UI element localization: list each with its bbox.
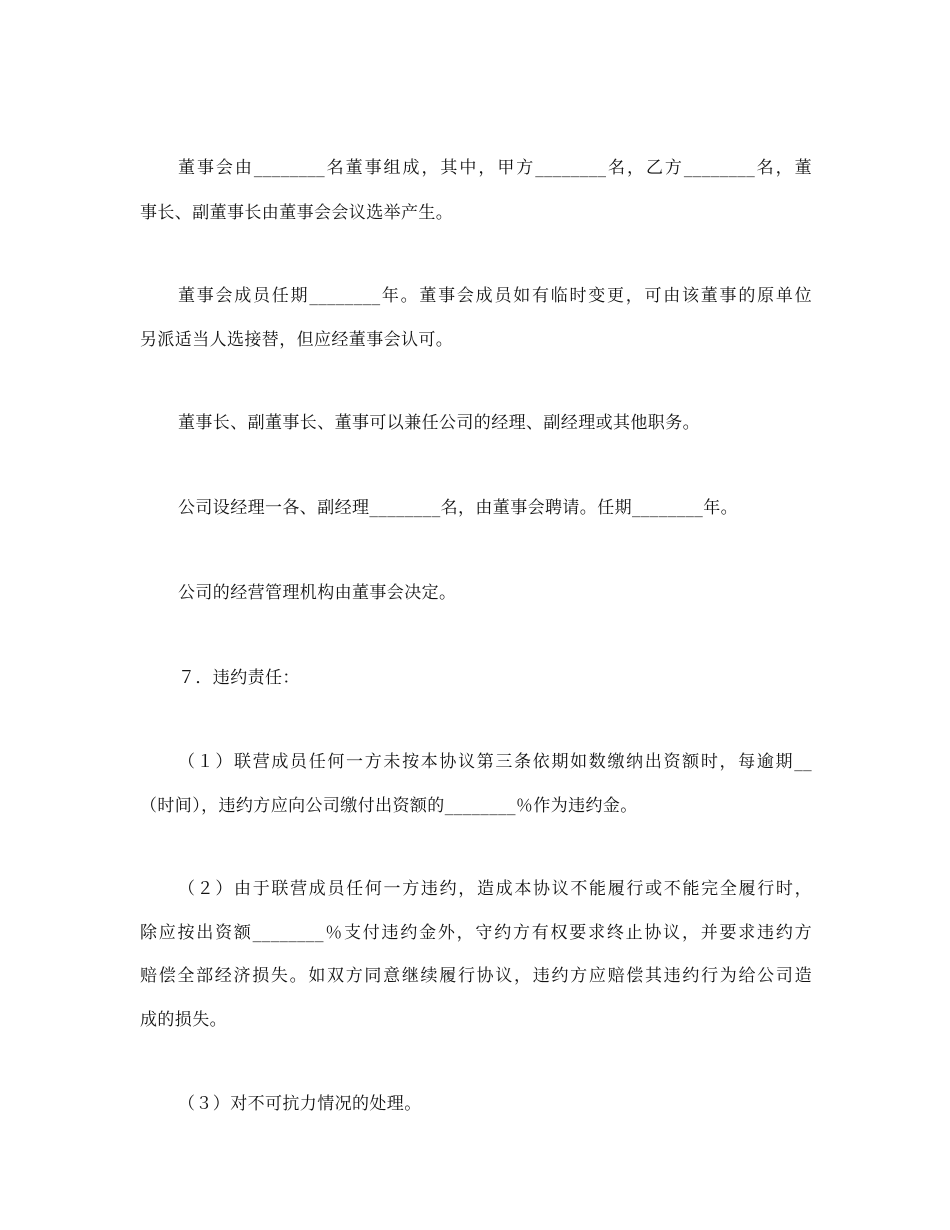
clause-2-line-2: 除应按出资额________％支付违约金外，守约方有权要求终止协议，并要求违约方 [140, 923, 812, 943]
paragraph-1-line-2: 事长、副董事长由董事会会议选举产生。 [140, 203, 454, 223]
paragraph-1-line-1: 董事会由________名董事组成，其中，甲方________名，乙方________名，董 [178, 158, 812, 178]
clause-2-line-3: 赔偿全部经济损失。如双方同意继续履行协议，违约方应赔偿其违约行为给公司造 [140, 966, 812, 986]
paragraph-3-line-1: 董事长、副董事长、董事可以兼任公司的经理、副经理或其他职务。 [178, 413, 700, 433]
clause-1-line-2: （时间），违约方应向公司缴付出资额的________％作为违约金。 [140, 796, 638, 816]
clause-1-line-1: （１）联营成员任何一方未按本协议第三条依期如数缴纳出资额时，每逾期__ [178, 752, 812, 772]
clause-2-line-4: 成的损失。 [140, 1010, 227, 1030]
paragraph-2-line-1: 董事会成员任期________年。董事会成员如有临时变更，可由该董事的原单位 [178, 286, 812, 306]
paragraph-2-line-2: 另派适当人选接替，但应经董事会认可。 [140, 330, 454, 350]
clause-3-line-1: （３）对不可抗力情况的处理。 [178, 1094, 422, 1114]
paragraph-4-line-1: 公司设经理一各、副经理________名，由董事会聘请。任期________年。 [178, 498, 738, 518]
paragraph-5-line-1: 公司的经营管理机构由董事会决定。 [178, 583, 457, 603]
section-heading-7: ７．违约责任： [178, 668, 300, 688]
clause-2-line-1: （２）由于联营成员任何一方违约，造成本协议不能履行或不能完全履行时， [178, 879, 812, 899]
